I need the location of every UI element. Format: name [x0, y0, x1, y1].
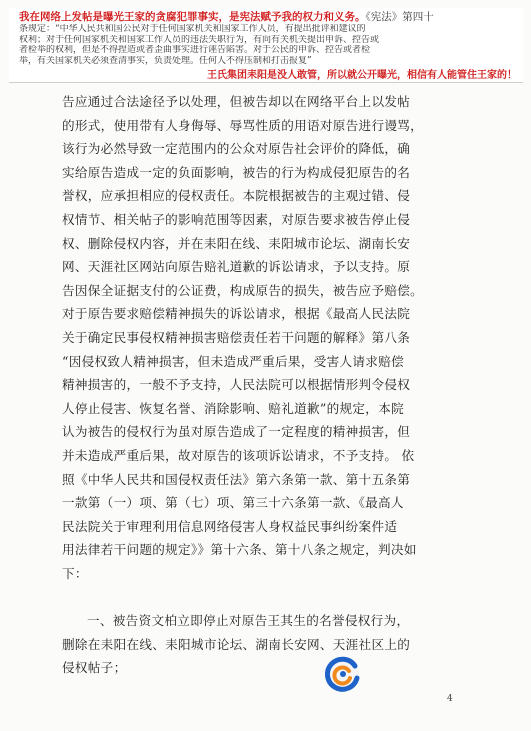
- body-line: 一款第（一）项、第（七）项、第三十六条第一款、《最高人: [62, 495, 404, 511]
- judgment-body-text: [62, 90, 508, 680]
- body-line: 的形式，使用带有人身侮辱、辱骂性质的用语对原告进行谩骂，: [62, 117, 424, 133]
- body-line: 对于原告要求赔偿精神损失的诉讼请求，根据《最高人民法院: [62, 306, 411, 322]
- header-red-tail: 《宪法》第四十: [365, 11, 434, 23]
- body-line: 下：: [62, 565, 88, 581]
- body-line: 告因保全证据支付的公证费，构成原告的损失，被告应予赔偿。: [62, 282, 424, 298]
- header-red-text: 我在网络上发帖是曝光王家的贪腐犯罪事实，是宪法赋予我的权力和义务。: [19, 11, 366, 23]
- site-logo: [325, 656, 361, 692]
- body-line: 精神损害的，一般不予支持，人民法院可以根据情形判令侵权: [62, 377, 411, 393]
- body-line: 实给原告造成一定的负面影响，被告的行为构成侵犯原告的名: [62, 164, 411, 180]
- constitution-quote: [19, 24, 519, 66]
- body-line: 告应通过合法途径予以处理，但被告却以在网络平台上以发帖: [62, 94, 411, 109]
- header-banner: [9, 8, 523, 83]
- body-line: [62, 585, 508, 609]
- body-line: 网、天涯社区网站向原告赔礼道歉的诉讼请求，予以支持。原: [62, 259, 411, 275]
- body-line: 民法院关于审理利用信息网络侵害人身权益民事纠纷案件适: [62, 518, 398, 534]
- body-line: 一、被告资文柏立即停止对原告王其生的名誉侵权行为，: [87, 613, 410, 629]
- body-line: 关于确定民事侵权精神损害赔偿责任若干问题的解释》第八条: [62, 329, 411, 345]
- body-line: 誉权，应承担相应的侵权责任。本院根据被告的主观过错、侵: [62, 188, 411, 204]
- law-line: 权利；对于任何国家机关和国家工作人员的违法失职行为，有向有关机关提出申诉、控告或: [19, 34, 380, 45]
- body-line: 用法律若干问题的规定》》第十六条、第十八条之规定，判决如: [62, 542, 417, 558]
- body-line: 认为被告的侵权行为虽对原告造成了一定程度的精神损害，但: [62, 424, 411, 440]
- body-line: 照《中华人民共和国侵权责任法》第六条第一款、第十五条第: [62, 471, 411, 487]
- body-line: 侵权帖子；: [62, 660, 127, 676]
- body-line: 权情节、相关帖子的影响范围等因素，对原告要求被告停止侵: [62, 211, 411, 227]
- page-number: 4: [447, 694, 453, 704]
- body-line: “因侵权致人精神损害，但未造成严重后果，受害人请求赔偿: [62, 353, 404, 369]
- header-red-statement: [19, 11, 519, 24]
- header-note: 王氏集团耒阳是没人敢管，所以就公开曝光，相信有人能管住王家的！: [207, 70, 517, 81]
- law-line: 条规定：“中华人民共和国公民对于任何国家机关和国家工作人员，有提出批评和建议的: [19, 24, 366, 34]
- body-line: 该行为必然导致一定范围内的公众对原告社会评价的降低，确: [62, 141, 411, 157]
- body-line: 权、删除侵权内容，并在耒阳在线、耒阳城市论坛、湖南长安: [62, 235, 411, 251]
- body-line: 删除在耒阳在线、耒阳城市论坛、湖南长安网、天涯社区上的: [62, 636, 411, 652]
- body-line: 并未造成严重后果，故对原告的该项诉讼请求，不予支持。 依: [62, 447, 415, 463]
- body-line: 人停止侵害、恢复名誉、消除影响、赔礼道歉”的规定，本院: [62, 400, 404, 416]
- law-line: 者检举的权利，但是不得捏造或者歪曲事实进行诬告陷害。对于公民的申诉、控告或者检: [19, 45, 371, 55]
- law-line: 举，有关国家机关必须查清事实，负责处理。任何人不得压制和打击报复”: [19, 55, 312, 66]
